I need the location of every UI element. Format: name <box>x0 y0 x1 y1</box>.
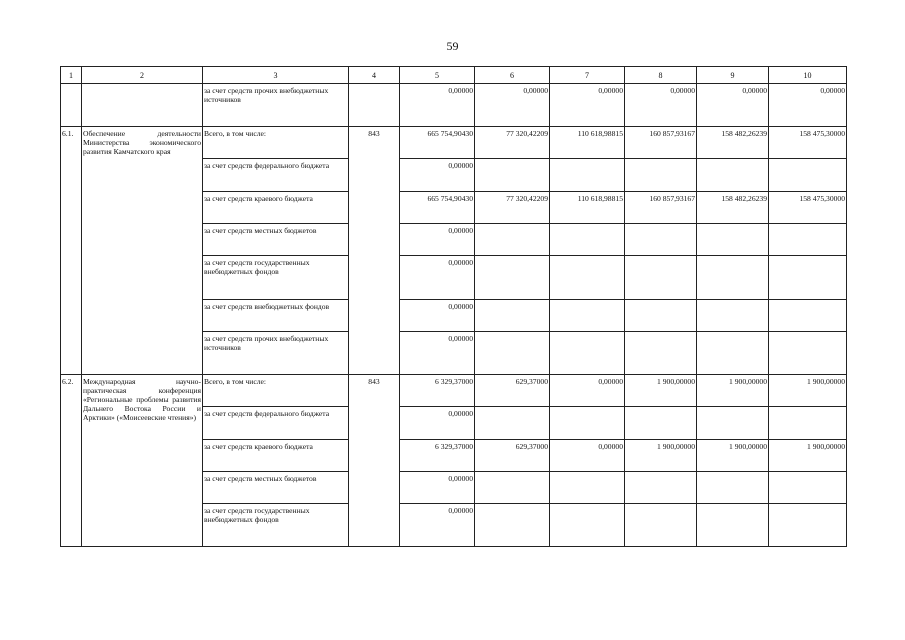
amount-cell: 0,00000 <box>400 84 475 127</box>
amount-cell: 110 618,98815 <box>550 127 625 159</box>
header-cell: 7 <box>550 67 625 84</box>
amount-cell: 0,00000 <box>697 84 769 127</box>
amount-cell <box>625 504 697 547</box>
item-number-cell: 6.1. <box>61 127 82 375</box>
amount-cell <box>550 159 625 192</box>
amount-cell: 0,00000 <box>400 472 475 504</box>
amount-cell: 0,00000 <box>769 84 847 127</box>
amount-cell: 158 475,30000 <box>769 127 847 159</box>
funding-source-cell: за счет средств местных бюджетов <box>203 472 349 504</box>
amount-cell <box>550 472 625 504</box>
amount-cell: 160 857,93167 <box>625 127 697 159</box>
amount-cell <box>625 472 697 504</box>
item-name-cell: Обеспечение деятельности Министерства экономического развития Камчатского края <box>82 127 203 375</box>
amount-cell: 1 900,00000 <box>769 375 847 407</box>
header-cell: 4 <box>349 67 400 84</box>
funding-source-cell: за счет средств федерального бюджета <box>203 159 349 192</box>
amount-cell <box>625 407 697 440</box>
amount-cell: 629,37000 <box>475 440 550 472</box>
amount-cell: 160 857,93167 <box>625 192 697 224</box>
table-row <box>61 84 847 127</box>
amount-cell: 0,00000 <box>550 440 625 472</box>
amount-cell <box>625 332 697 375</box>
amount-cell: 77 320,42209 <box>475 127 550 159</box>
amount-cell <box>475 256 550 300</box>
amount-cell <box>769 472 847 504</box>
amount-cell: 629,37000 <box>475 375 550 407</box>
amount-cell: 0,00000 <box>400 300 475 332</box>
amount-cell <box>625 256 697 300</box>
amount-cell: 110 618,98815 <box>550 192 625 224</box>
amount-cell: 1 900,00000 <box>769 440 847 472</box>
amount-cell <box>550 224 625 256</box>
amount-cell <box>697 332 769 375</box>
header-cell: 10 <box>769 67 847 84</box>
administrator-code-cell: 843 <box>349 375 400 547</box>
amount-cell <box>475 504 550 547</box>
amount-cell: 1 900,00000 <box>625 375 697 407</box>
amount-cell <box>697 159 769 192</box>
amount-cell <box>550 407 625 440</box>
amount-cell: 0,00000 <box>400 407 475 440</box>
amount-cell <box>475 159 550 192</box>
amount-cell <box>625 300 697 332</box>
amount-cell <box>550 504 625 547</box>
funding-source-cell: за счет средств федерального бюджета <box>203 407 349 440</box>
amount-cell <box>769 224 847 256</box>
amount-cell <box>550 256 625 300</box>
administrator-code-cell: 843 <box>349 127 400 375</box>
amount-cell <box>475 332 550 375</box>
amount-cell <box>769 407 847 440</box>
amount-cell <box>697 300 769 332</box>
amount-cell <box>625 159 697 192</box>
amount-cell <box>697 472 769 504</box>
amount-cell: 1 900,00000 <box>697 440 769 472</box>
empty-cell <box>61 84 82 127</box>
budget-table <box>60 66 847 547</box>
amount-cell <box>475 224 550 256</box>
amount-cell: 0,00000 <box>400 159 475 192</box>
amount-cell: 1 900,00000 <box>697 375 769 407</box>
amount-cell: 665 754,90430 <box>400 192 475 224</box>
amount-cell <box>697 504 769 547</box>
table-row <box>61 375 847 407</box>
header-cell: 8 <box>625 67 697 84</box>
amount-cell: 665 754,90430 <box>400 127 475 159</box>
funding-source-cell: за счет средств государственных внебюджетных фондов <box>203 504 349 547</box>
amount-cell: 0,00000 <box>400 504 475 547</box>
amount-cell <box>697 407 769 440</box>
amount-cell <box>769 159 847 192</box>
header-cell: 3 <box>203 67 349 84</box>
amount-cell: 1 900,00000 <box>625 440 697 472</box>
amount-cell <box>769 332 847 375</box>
empty-cell <box>349 84 400 127</box>
amount-cell <box>550 300 625 332</box>
amount-cell <box>475 407 550 440</box>
amount-cell <box>550 332 625 375</box>
amount-cell <box>769 256 847 300</box>
empty-cell <box>82 84 203 127</box>
amount-cell: 0,00000 <box>400 332 475 375</box>
header-cell: 2 <box>82 67 203 84</box>
amount-cell: 6 329,37000 <box>400 375 475 407</box>
amount-cell: 0,00000 <box>400 224 475 256</box>
item-name-cell: Международная научно-практическая конференция «Региональные проблемы развития Дальнего Востока России и Арктики» («Моисеевские чтения») <box>82 375 203 547</box>
header-cell: 6 <box>475 67 550 84</box>
amount-cell: 0,00000 <box>625 84 697 127</box>
header-row <box>61 67 847 84</box>
amount-cell: 158 482,26239 <box>697 127 769 159</box>
header-cell: 1 <box>61 67 82 84</box>
table-row <box>61 127 847 159</box>
amount-cell <box>769 504 847 547</box>
amount-cell: 158 475,30000 <box>769 192 847 224</box>
amount-cell: 77 320,42209 <box>475 192 550 224</box>
amount-cell: 0,00000 <box>400 256 475 300</box>
amount-cell <box>475 300 550 332</box>
amount-cell: 0,00000 <box>475 84 550 127</box>
funding-source-cell: за счет средств краевого бюджета <box>203 192 349 224</box>
page-number: 59 <box>446 39 459 53</box>
amount-cell <box>697 256 769 300</box>
amount-cell <box>475 472 550 504</box>
item-number-cell: 6.2. <box>61 375 82 547</box>
funding-source-cell: за счет средств государственных внебюджетных фондов <box>203 256 349 300</box>
funding-source-cell: за счет средств краевого бюджета <box>203 440 349 472</box>
funding-source-cell: за счет средств местных бюджетов <box>203 224 349 256</box>
funding-source-cell: Всего, в том числе: <box>203 127 349 159</box>
header-cell: 5 <box>400 67 475 84</box>
amount-cell: 6 329,37000 <box>400 440 475 472</box>
funding-source-cell: Всего, в том числе: <box>203 375 349 407</box>
funding-source-cell: за счет средств внебюджетных фондов <box>203 300 349 332</box>
funding-source-cell: за счет средств прочих внебюджетных источников <box>203 84 349 127</box>
amount-cell <box>625 224 697 256</box>
amount-cell: 158 482,26239 <box>697 192 769 224</box>
amount-cell: 0,00000 <box>550 84 625 127</box>
amount-cell: 0,00000 <box>550 375 625 407</box>
funding-source-cell: за счет средств прочих внебюджетных источников <box>203 332 349 375</box>
table-body <box>61 67 847 547</box>
amount-cell <box>697 224 769 256</box>
header-cell: 9 <box>697 67 769 84</box>
amount-cell <box>769 300 847 332</box>
